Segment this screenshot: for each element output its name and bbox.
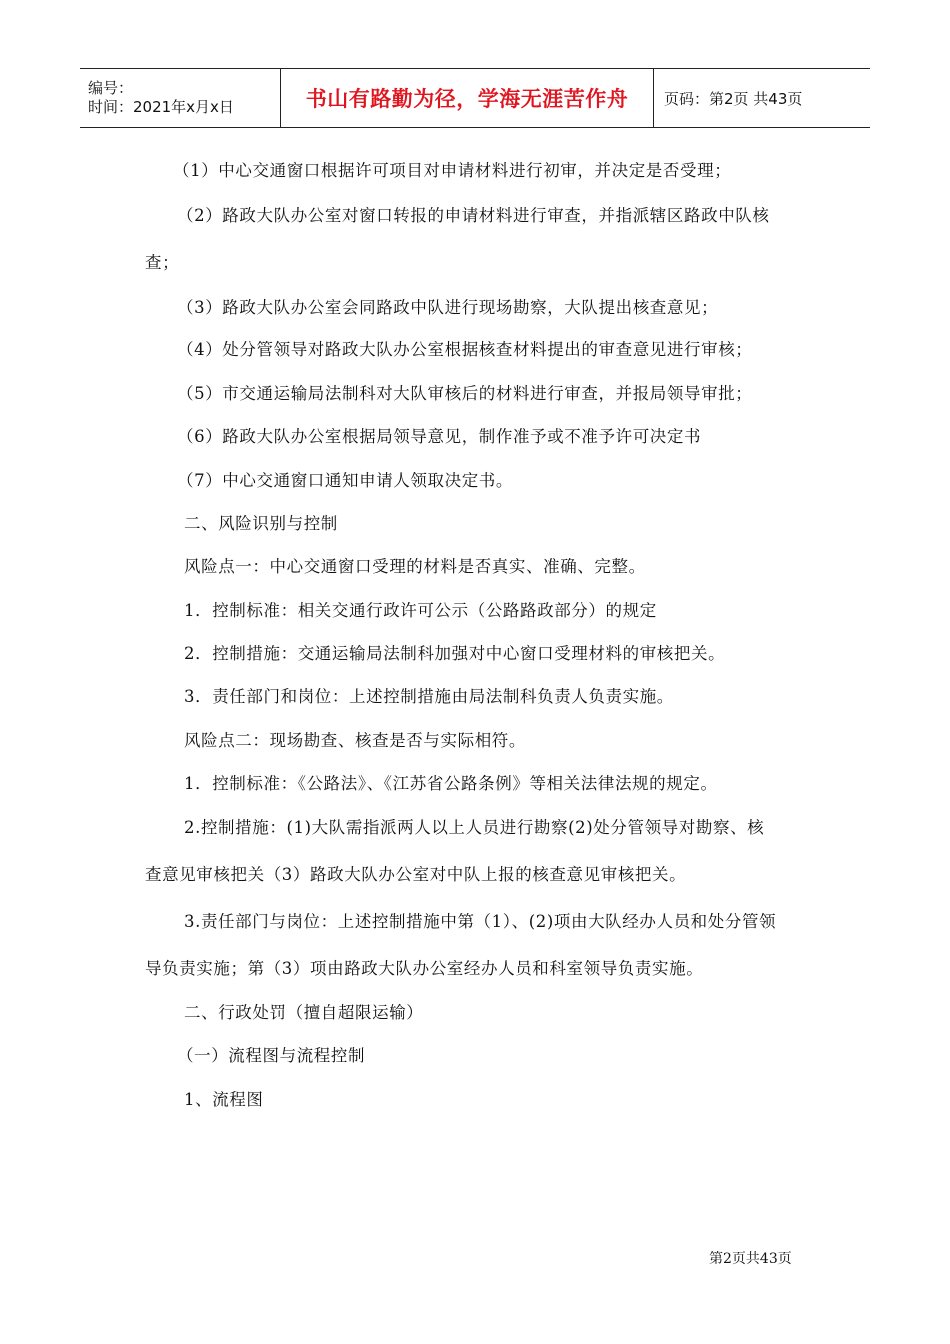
paragraph-line: 查意见审核把关（3）路政大队办公室对中队上报的核查意见审核把关。 [145, 865, 687, 884]
paragraph-line: 3．责任部门和岗位：上述控制措施由局法制科负责人负责实施。 [184, 687, 674, 706]
date-label: 时间：2021年x月x日 [88, 98, 234, 116]
paragraph-line: 查； [145, 253, 180, 272]
paragraph-line: （5）市交通运输局法制科对大队审核后的材料进行审查，并报局领导审批； [177, 384, 753, 403]
header-left-cell [80, 69, 281, 127]
page-info: 页码：第2页 共43页 [664, 89, 803, 108]
header-motto-cell [281, 69, 654, 127]
page-header [80, 68, 870, 128]
section-heading: 二、风险识别与控制 [184, 514, 338, 533]
paragraph-line: （7）中心交通窗口通知申请人领取决定书。 [177, 471, 513, 490]
paragraph-line: （2）路政大队办公室对窗口转报的申请材料进行审查，并指派辖区路政中队核 [177, 206, 770, 225]
page-footer: 第2页共43页 [709, 1251, 792, 1267]
paragraph-line: （3）路政大队办公室会同路政中队进行现场勘察，大队提出核查意见； [177, 298, 719, 317]
paragraph-line: 3.责任部门与岗位：上述控制措施中第（1）、(2)项由大队经办人员和处分管领 [184, 912, 777, 931]
subsection-heading: （一）流程图与流程控制 [177, 1046, 366, 1065]
header-page-cell [654, 69, 870, 127]
paragraph-line: 风险点二：现场勘查、核查是否与实际相符。 [184, 731, 526, 750]
motto-text: 书山有路勤为径，学海无涯苦作舟 [305, 87, 629, 111]
paragraph-line: 1．控制标准：《公路法》、《江苏省公路条例》等相关法律法规的规定。 [184, 774, 718, 793]
paragraph-line: 风险点一：中心交通窗口受理的材料是否真实、准确、完整。 [184, 557, 646, 576]
number-label: 编号： [88, 79, 134, 97]
paragraph-line: （6）路政大队办公室根据局领导意见，制作准予或不准予许可决定书 [177, 427, 702, 446]
paragraph-line: 1．控制标准：相关交通行政许可公示（公路路政部分）的规定 [184, 601, 657, 620]
paragraph-line: 导负责实施；第（3）项由路政大队办公室经办人员和科室领导负责实施。 [145, 959, 704, 978]
section-heading: 二、行政处罚（擅自超限运输） [184, 1003, 424, 1022]
paragraph-line: 2．控制措施：交通运输局法制科加强对中心窗口受理材料的审核把关。 [184, 644, 726, 663]
subsection-heading: 1、流程图 [184, 1090, 264, 1109]
paragraph-line: （4）处分管领导对路政大队办公室根据核查材料提出的审查意见进行审核； [177, 340, 753, 359]
paragraph-line: （1）中心交通窗口根据许可项目对申请材料进行初审，并决定是否受理； [173, 161, 732, 180]
paragraph-line: 2.控制措施：(1)大队需指派两人以上人员进行勘察(2)处分管领导对勘察、核 [184, 818, 765, 837]
